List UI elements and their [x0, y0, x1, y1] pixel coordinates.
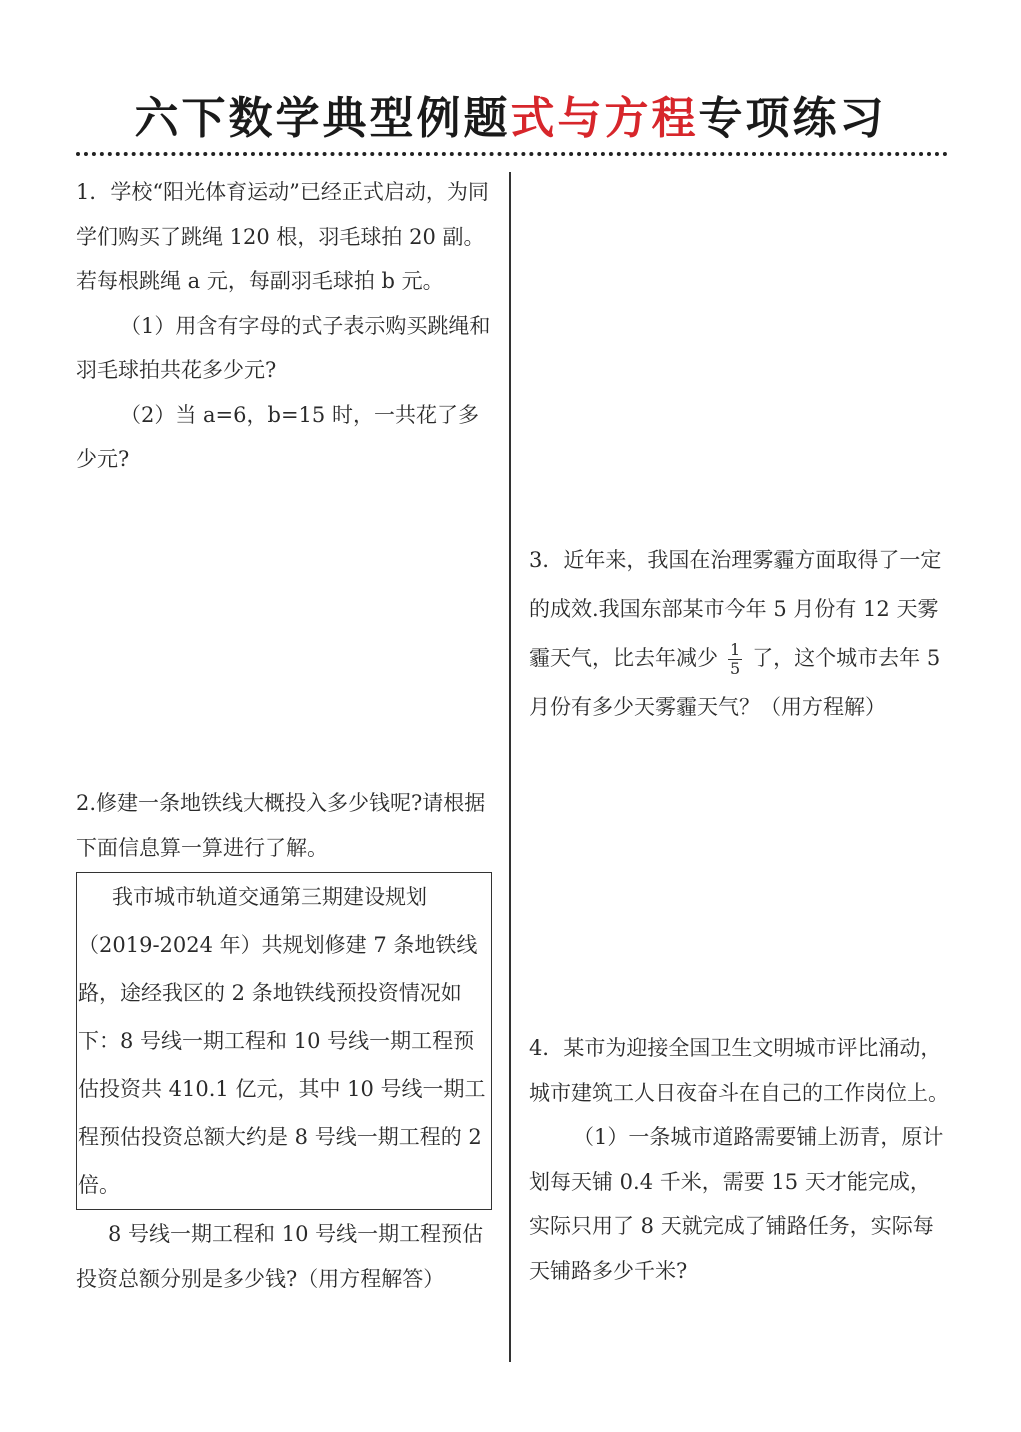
dotted-divider [76, 152, 948, 156]
title-highlight: 式与方程 [510, 93, 699, 144]
question-1-sub1: （1）用含有字母的式子表示购买跳绳和羽毛球拍共花多少元? [76, 313, 491, 382]
title-part3: 专项练习 [698, 93, 887, 144]
column-divider [509, 172, 511, 1362]
question-2-question: 8 号线一期工程和 10 号线一期工程预估投资总额分别是多少钱?（用方程解答） [76, 1222, 484, 1291]
question-4-sub1: （1）一条城市道路需要铺上沥青，原计划每天铺 0.4 千米，需要 15 天才能完成，实际只用了 8 天就完成了铺路任务，实际每天铺路多少千米? [529, 1125, 944, 1283]
question-2-stem: 2.修建一条地铁线大概投入多少钱呢?请根据下面信息算一算进行了解。 [76, 791, 486, 860]
fraction-numerator: 1 [730, 640, 741, 659]
question-3 [529, 536, 959, 732]
question-4-stem: 4．某市为迎接全国卫生文明城市评比涌动，城市建筑工人日夜奋斗在自己的工作岗位上。 [529, 1036, 949, 1105]
question-1 [76, 170, 496, 482]
question-1-stem: 1．学校“阳光体育运动”已经正式启动，为同学们购买了跳绳 120 根，羽毛球拍 20 副。若每根跳绳 a 元，每副羽毛球拍 b 元。 [76, 180, 489, 293]
title-part1: 六下数学典型例题 [134, 93, 511, 144]
info-box [76, 872, 492, 1210]
question-3-text [529, 536, 959, 732]
fraction-one-fifth [728, 641, 742, 678]
question-2 [76, 781, 496, 1301]
question-3-text-a: 3．近年来，我国在治理雾霾方面取得了一定的成效.我国东部某市今年 5 月份有 12 天雾霾天气，比去年减少 [529, 548, 942, 670]
fraction-denominator: 5 [730, 659, 741, 678]
question-4 [529, 1026, 949, 1293]
question-1-sub2: （2）当 a=6，b=15 时，一共花了多少元? [76, 402, 479, 471]
page-title [0, 82, 1021, 146]
info-box-text: 我市城市轨道交通第三期建设规划（2019-2024 年）共规划修建 7 条地铁线路，途经我区的 2 条地铁线预投资情况如下：8 号线一期工程和 10 号线一期工程预估投资共 410.1 亿元，其中 10 号线一期工程预估投资总额大约是 8 号线一期工程的 2 倍。 [78, 885, 486, 1197]
question-3-text-b: 了，这个城市去年 5 月份有多少天雾霾天气？（用方程解） [529, 646, 941, 719]
